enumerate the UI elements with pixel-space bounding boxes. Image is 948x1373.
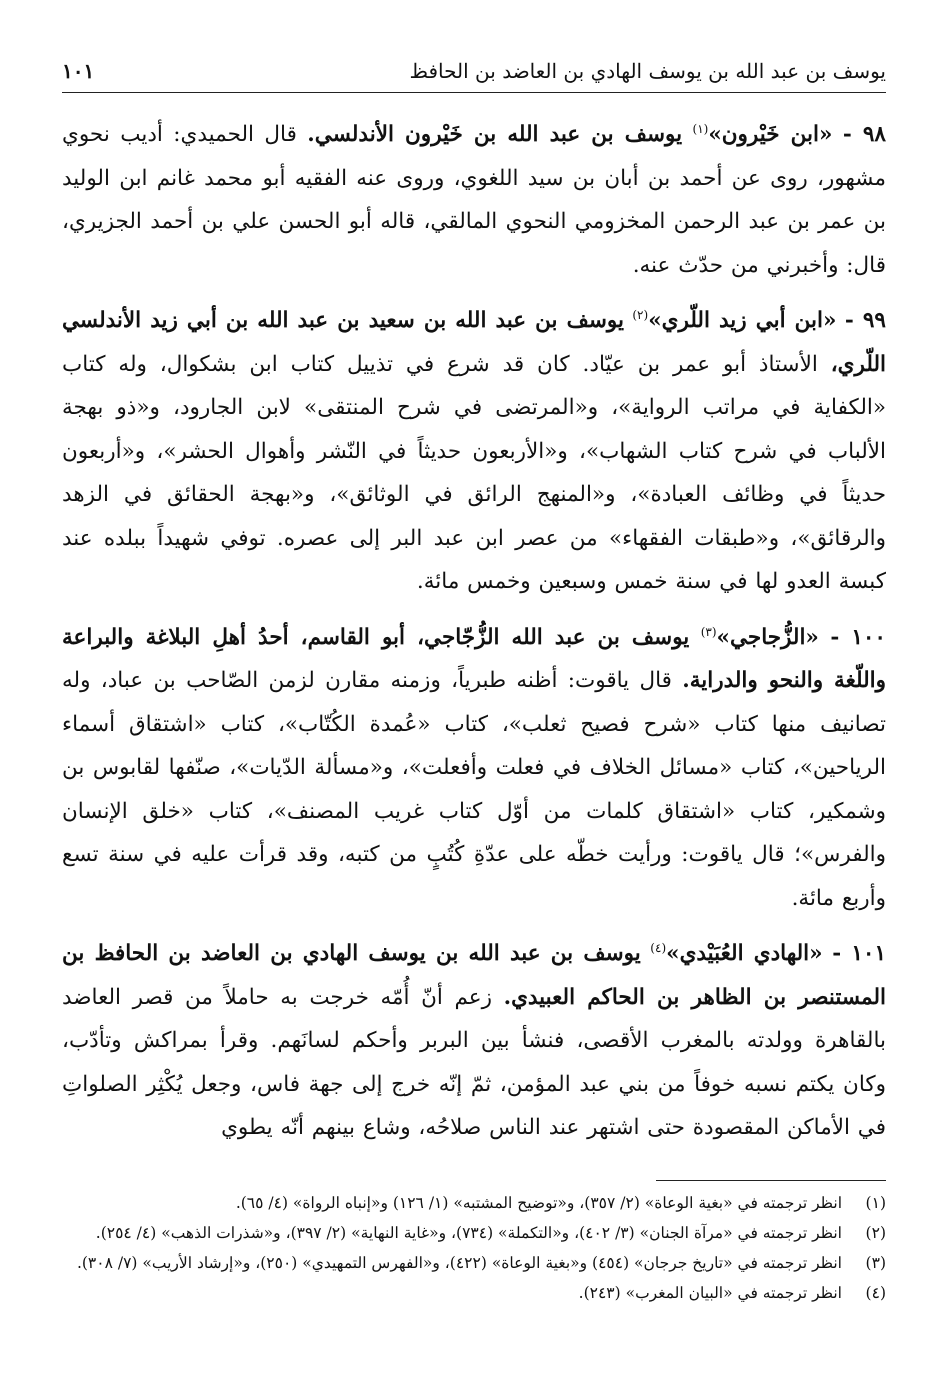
entry-number: ٩٨ - xyxy=(842,122,886,147)
footnote xyxy=(62,1219,886,1247)
footnote-text: انظر ترجمته في «تاريخ جرجان» (٤٥٤) و«بغية الوعاة» (٤٢٢)، و«الفهرس التمهيدي» (٢٥٠)، و«إرشاد الأريب» (٧/ ٣٠٨). xyxy=(76,1253,842,1272)
running-title: يوسف بن عبد الله بن يوسف الهادي بن العاضد بن الحافظ xyxy=(409,59,886,83)
footnote-number: (٤) xyxy=(865,1283,886,1302)
footnote-ref: (٤) xyxy=(650,940,667,955)
entry-100 xyxy=(62,616,886,921)
entry-bold-intro: يوسف بن عبد الله الزُّجّاجي، أبو القاسم، أحدُ أهلِ البلاغة والبراعة واللّغة والنحو والدراية. xyxy=(62,624,886,693)
entry-99 xyxy=(62,299,886,604)
footnote-ref: (٢) xyxy=(632,307,649,322)
entry-name: «الهادي العُبَيْدي» xyxy=(666,941,823,966)
entry-name: «الزُّجاجي» xyxy=(716,624,819,650)
entry-body: قال الحميدي: أديب نحوي مشهور، روى عن أحمد بن أبان بن سيد اللغوي، وروى عنه الفقيه أبو محمد غانم ابن الوليد بن عمر بن عبد الرحمن المخزومي النحوي المالقي، قاله أبو الحسن علي بن أحمد الجزيري، قال: وأخبرني من حدّث عنه. xyxy=(62,122,886,278)
footnote-ref: (٣) xyxy=(700,624,717,639)
footnote-text: انظر ترجمته في «البيان المغرب» (٢٤٣). xyxy=(578,1283,842,1302)
running-header xyxy=(62,56,886,93)
entry-number: ٩٩ - xyxy=(844,308,886,333)
entry-number: ١٠٠ - xyxy=(830,624,886,650)
footnote xyxy=(62,1249,886,1277)
footnote-number: (٢) xyxy=(865,1223,886,1242)
entry-number: ١٠١ - xyxy=(832,941,886,966)
entry-name: «ابن خَيْرون» xyxy=(708,122,833,147)
page-number: ١٠١ xyxy=(62,59,95,83)
entry-body: الأستاذ أبو عمر بن عيّاد. كان قد شرع في تذييل كتاب ابن بشكوال، وله كتاب «الكفاية في مراتب الرواية»، و«المرتضى في شرح المنتقى» لابن الجارود، و«ذو بهجة الألباب في شرح كتاب الشهاب»، و«الأربعون حديثاً في النّشر وأهوال الحشر»، و«أربعون حديثاً في وظائف العبادة»، و«المنهج الرائق في الوثائق»، و«بهجة الحقائق في الزهد والرقائق»، و«طبقات الفقهاء» من عصر ابن عبد البر إلى عصره. توفي شهيداً ببلده عند كبسة العدو لها في سنة خمس وسبعين وخمس مائة. xyxy=(62,351,886,594)
footnote-number: (٣) xyxy=(865,1253,886,1272)
entry-bold-intro: يوسف بن عبد الله بن يوسف الهادي بن العاضد بن الحافظ بن المستنصر بن الظاهر بن الحاكم العبيدي. xyxy=(62,941,887,1010)
entry-101 xyxy=(62,932,886,1150)
footnote-number: (١) xyxy=(865,1193,886,1212)
entry-bold-intro: يوسف بن عبد الله بن خَيْرون الأندلسي. xyxy=(307,122,683,147)
footnotes xyxy=(62,1189,886,1307)
entry-body: زعم أنّ أُمّه خرجت به حاملاً من قصر العاضد بالقاهرة وولدته بالمغرب الأقصى، فنشأ بين البربر وأحكم لسانَهم. وقرأ بمراكش وتأدّب، وكان يكتم نسبه خوفاً من بني عبد المؤمن، ثمّ إنّه خرج إلى جهة فاس، وجعل يُكْثِر الصلواتِ في الأماكن المقصودة حتى اشتهر عند الناس صلاحُه، وشاع بينهم أنّه يطوي xyxy=(62,984,886,1140)
entry-body: قال ياقوت: أظنه طبرياً، وزمنه مقارن لزمن الصّاحب بن عباد، وله تصانيف منها كتاب «شرح فصيح ثعلب»، كتاب «عُمدة الكُتّاب»، كتاب «اشتقاق أسماء الرياحين»، كتاب «مسائل الخلاف في فعلت وأفعلت»، و«مسألة الدّيات»، صنّفها لقابوس بن وشمكير، كتاب «اشتقاق كلمات من أوّل كتاب غريب المصنف»، كتاب «خلق الإنسان والفرس»؛ قال ياقوت: ورأيت خطّه على عدّةِ كُتُبٍ من كتبه، وقد قرأت عليه في سنة تسع وأربع مائة. xyxy=(62,668,886,911)
entry-bold-intro: يوسف بن عبد الله بن سعيد بن عبد الله بن أبي زيد الأندلسي اللّري، xyxy=(62,308,886,377)
footnote-ref: (١) xyxy=(692,121,709,136)
footnote-text: انظر ترجمته في «بغية الوعاة» (٢/ ٣٥٧)، و«توضيح المشتبه» (١/ ١٢٦) و«إنباه الرواة» (٤/ ٦٥). xyxy=(235,1193,842,1212)
footnote xyxy=(62,1279,886,1307)
entry-98 xyxy=(62,113,886,287)
footnote-text: انظر ترجمته في «مرآة الجنان» (٣/ ٤٠٢)، و«التكملة» (٧٣٤)، و«غاية النهاية» (٢/ ٣٩٧)، و«شذرات الذهب» (٤/ ٢٥٤). xyxy=(95,1223,842,1242)
footnote-divider xyxy=(656,1180,886,1181)
entry-name: «ابن أبي زيد اللّري» xyxy=(648,308,837,333)
footnote xyxy=(62,1189,886,1217)
